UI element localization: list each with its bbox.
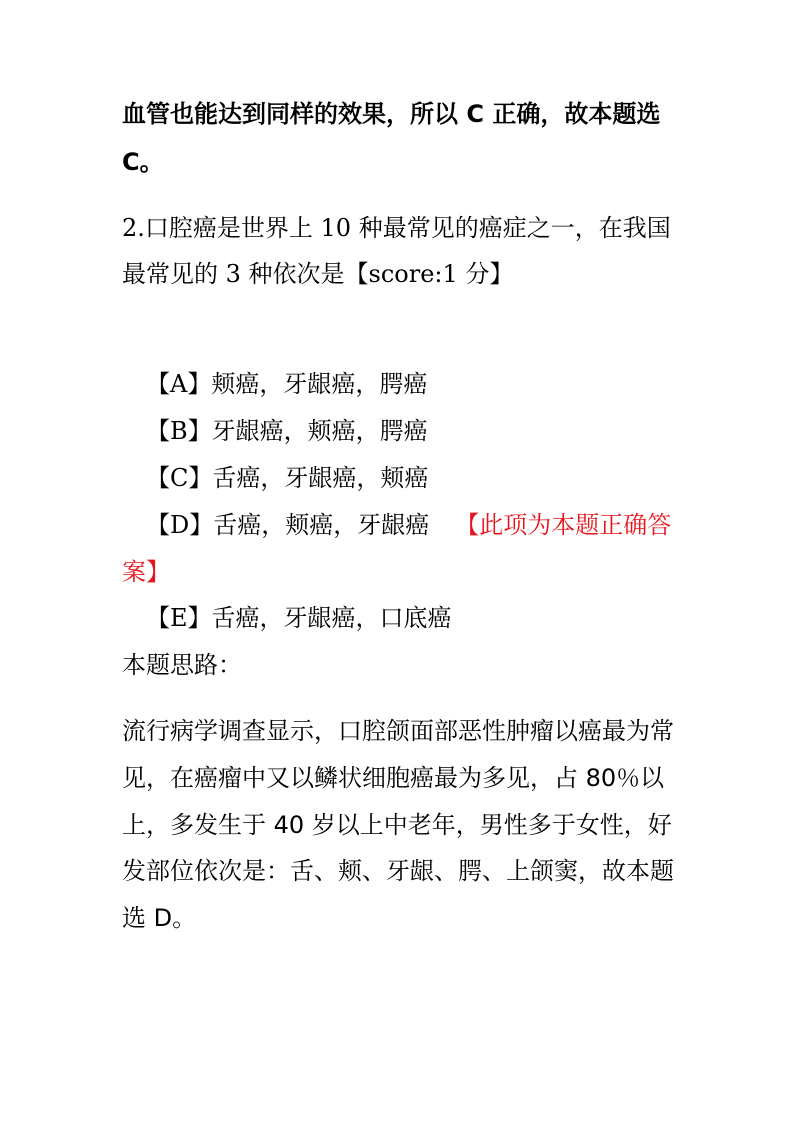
- question-text-line-1: 2.口腔癌是世界上 10 种最常见的癌症之一，在我国: [122, 214, 671, 242]
- option-c: 【C】舌癌，牙龈癌，颊癌: [146, 464, 429, 492]
- explanation-line-2: 见，在癌瘤中又以鳞状细胞癌最为多见，占 80％以: [122, 764, 665, 792]
- option-a: 【A】颊癌，牙龈癌，腭癌: [146, 370, 428, 398]
- explanation-line-3: 上，多发生于 40 岁以上中老年，男性多于女性，好: [122, 811, 672, 839]
- option-e: 【E】舌癌，牙龈癌，口底癌: [146, 604, 452, 632]
- explanation-line-1: 流行病学调查显示，口腔颌面部恶性肿瘤以癌最为常: [122, 717, 674, 745]
- question-text-line-2: 最常见的 3 种依次是【score:1 分】: [122, 260, 514, 288]
- option-d: [146, 507, 706, 543]
- correct-answer-tag: 【此项为本题正确答: [455, 511, 672, 539]
- explanation-line-4: 发部位依次是：舌、颊、牙龈、腭、上颌窦，故本题: [122, 857, 674, 885]
- previous-answer-line-2: C。: [122, 148, 164, 176]
- correct-answer-tag-continued: 案】: [122, 558, 170, 586]
- explanation-heading: 本题思路：: [122, 651, 242, 679]
- option-b: 【B】牙龈癌，颊癌，腭癌: [146, 417, 428, 445]
- option-d-text: 【D】舌癌，颊癌，牙龈癌: [146, 511, 430, 539]
- explanation-line-5: 选 D。: [122, 904, 197, 932]
- previous-answer-line-1: 血管也能达到同样的效果，所以 C 正确，故本题选: [122, 100, 661, 128]
